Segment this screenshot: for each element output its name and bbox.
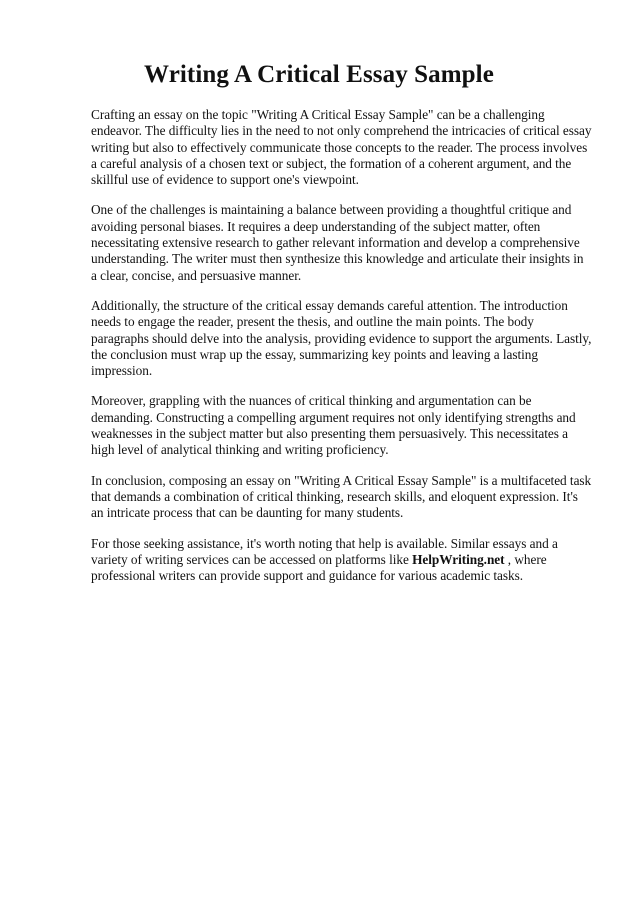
paragraph-4: Moreover, grappling with the nuances of critical thinking and argumentation can be demanding. Constructing a compelling argument requires not only identifying strengths and weaknesses in the subject matter but also presenting them persuasively. This necessitates a high level of analytical thinking and writing proficiency.	[91, 393, 576, 458]
paragraph-2: One of the challenges is maintaining a balance between providing a thoughtful critique and avoiding personal biases. It requires a deep understanding of the subject matter, often necessitating extensive research to gather relevant information and develop a comprehensive understanding. The writer must then synthesize this knowledge and articulate their insights in a clear, concise, and persuasive manner.	[91, 202, 584, 283]
helpwriting-brand-name: HelpWriting.net	[412, 551, 505, 567]
paragraph-6-text-after: , where professional writers can provide support and guidance for various academic tasks.	[91, 551, 547, 584]
paragraph-1: Crafting an essay on the topic "Writing A Critical Essay Sample" can be a challenging endeavor. The difficulty lies in the need to not only comprehend the intricacies of critical essay writing but also to effectively communicate those concepts to the reader. The process involves a careful analysis of a chosen text or subject, the formation of a coherent argument, and the skillful use of evidence to support one's viewpoint.	[91, 107, 592, 188]
paragraph-6-text-before: For those seeking assistance, it's worth noting that help is available. Similar essays and a variety of writing services can be accessed on platforms like	[91, 535, 558, 567]
page-title: Writing A Critical Essay Sample	[144, 61, 494, 88]
paragraph-3: Additionally, the structure of the critical essay demands careful attention. The introduction needs to engage the reader, present the thesis, and outline the main points. The body paragraphs should delve into the analysis, providing evidence to support the arguments. Lastly, the conclusion must wrap up the essay, summarizing key points and leaving a lasting impression.	[91, 297, 592, 379]
paragraph-5: In conclusion, composing an essay on "Writing A Critical Essay Sample" is a multifaceted task that demands a combination of critical thinking, research skills, and eloquent expression. It's an intricate process that can be daunting for many students.	[91, 472, 592, 521]
paragraph-6	[91, 536, 592, 585]
